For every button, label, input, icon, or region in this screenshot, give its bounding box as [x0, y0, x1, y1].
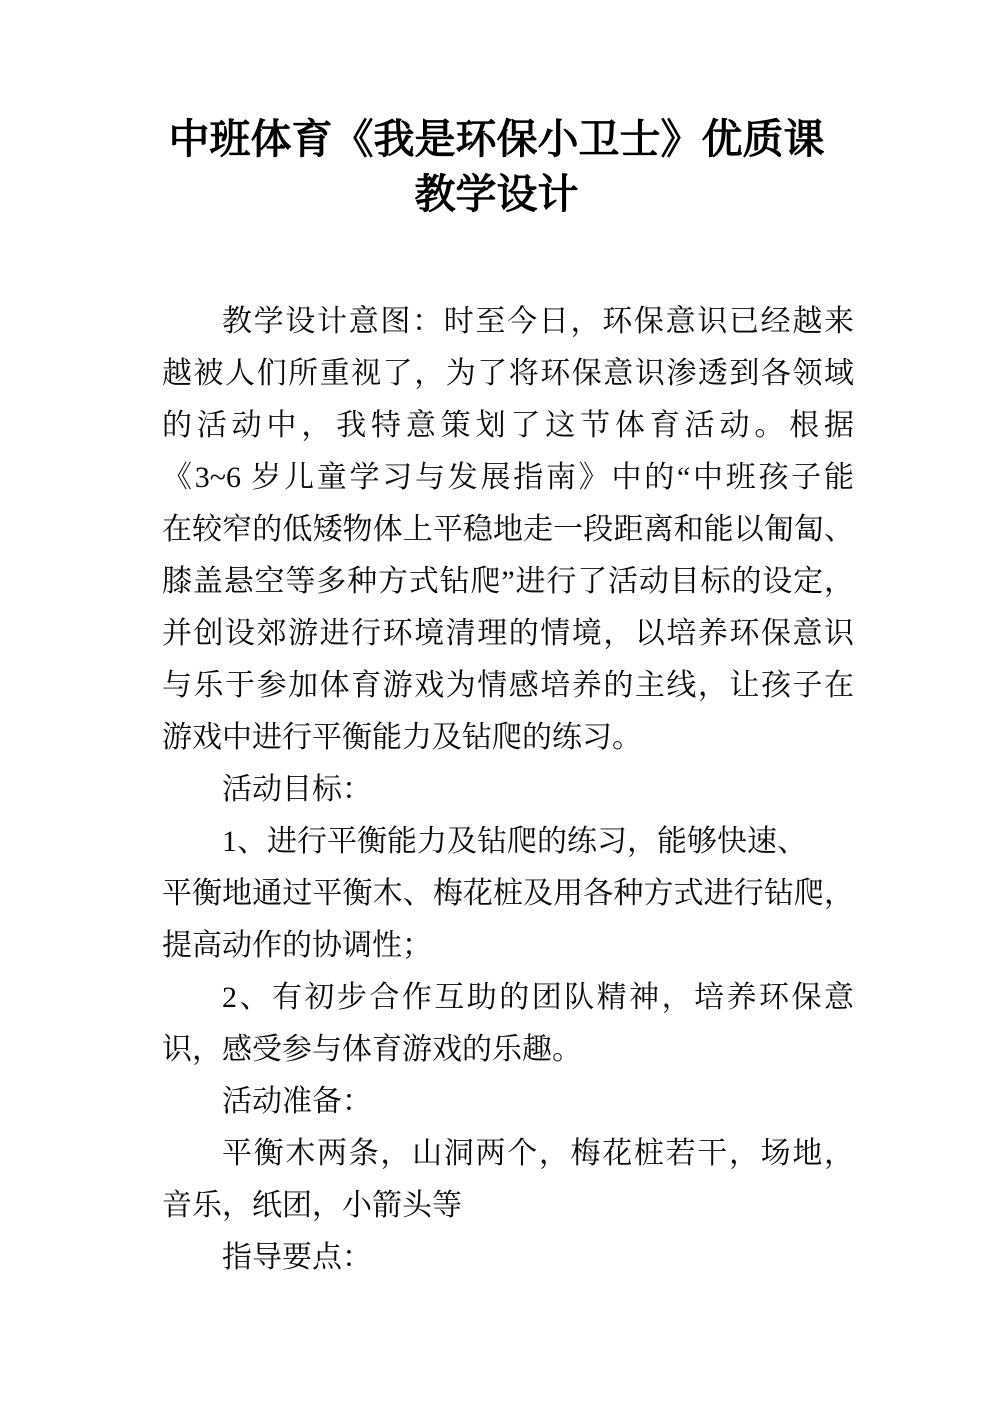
body-text-line: 平衡木两条，山洞两个，梅花桩若干，场地， [222, 1137, 854, 1170]
body-text-line: 2、有初步合作互助的团队精神，培养环保意 [222, 981, 854, 1014]
document-title [80, 112, 913, 222]
body-text-line: 与乐于参加体育游戏为情感培养的主线，让孩子在 [162, 669, 854, 702]
body-text-line: 教学设计意图：时至今日，环保意识已经越来 [222, 305, 854, 338]
body-text-line: 1、进行平衡能力及钻爬的练习，能够快速、 [222, 825, 807, 858]
body-text-line: 膝盖悬空等多种方式钻爬”进行了活动目标的设定， [162, 565, 854, 598]
body-text-line: 识，感受参与体育游戏的乐趣。 [162, 1033, 582, 1066]
body-text-line: 越被人们所重视了，为了将环保意识渗透到各领域 [162, 357, 854, 390]
body-text-line: 游戏中进行平衡能力及钻爬的练习。 [162, 721, 642, 754]
document-body [162, 296, 854, 1284]
body-text-line: 的活动中，我特意策划了这节体育活动。根据 [162, 409, 854, 442]
document-title-line-2: 教学设计 [414, 171, 579, 217]
body-text-line: 《3~6 岁儿童学习与发展指南》中的“中班孩子能 [162, 461, 854, 494]
body-text-line: 指导要点： [222, 1241, 372, 1274]
body-text-line: 音乐，纸团，小箭头等 [162, 1189, 462, 1222]
body-text-line: 平衡地通过平衡木、梅花桩及用各种方式进行钻爬， [162, 877, 854, 910]
body-text-line: 并创设郊游进行环境清理的情境，以培养环保意识 [162, 617, 854, 650]
body-text-line: 提高动作的协调性； [162, 929, 432, 962]
document-title-line-1: 中班体育《我是环保小卫士》优质课 [168, 116, 825, 162]
body-text-line: 活动准备： [222, 1085, 372, 1118]
body-text-line: 活动目标： [222, 773, 372, 806]
body-text-line: 在较窄的低矮物体上平稳地走一段距离和能以匍匐、 [162, 513, 854, 546]
